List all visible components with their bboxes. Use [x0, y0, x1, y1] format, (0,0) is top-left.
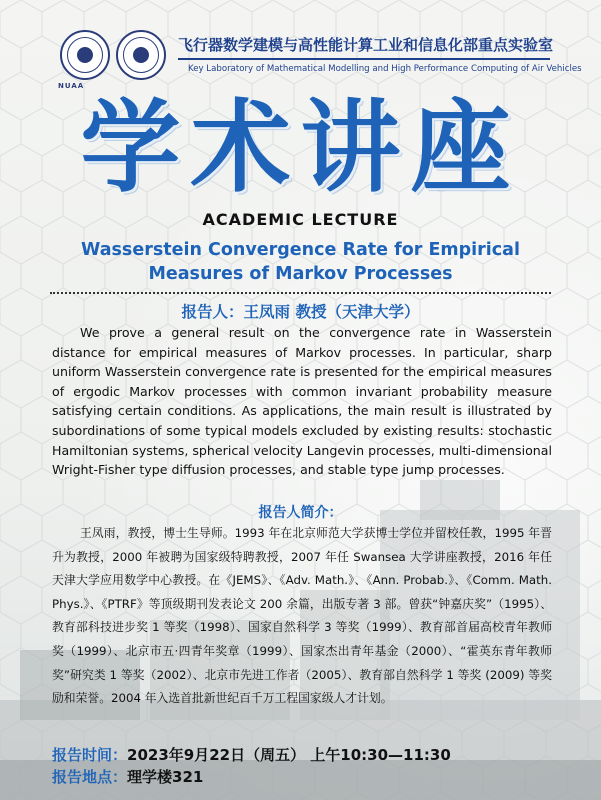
place-value: 理学楼321: [127, 768, 204, 786]
place-label: 报告地点：: [52, 768, 128, 786]
lab-divider: [178, 58, 550, 60]
abstract-text: We prove a general result on the convergence rate in Wasserstein distance for empirical measures of Markov processes. In particular, sharp uniform Wasserstein convergence rate is presented for the empirical measures of ergodic Markov processes with common invariant probability measure satisfying certain conditions. As applications, the main result is illustrated by subordinations of some typical models excluded by existing results: stochastic Hamiltonian systems, spherical velocity Langevin processes, multi-dimensional Wright-Fisher type diffusion processes, and stable type jump processes.: [52, 325, 552, 478]
time-value: 2023年9月22日（周五） 上午10:30—11:30: [127, 746, 451, 764]
lab-seal-icon: [116, 30, 166, 80]
time-info: [52, 744, 451, 765]
talk-title: Wasserstein Convergence Rate for Empirical Measures of Markov Processes: [81, 240, 520, 284]
nuaa-logo-icon: [60, 30, 110, 80]
time-label: 报告时间：: [52, 746, 128, 764]
page-subtitle: ACADEMIC LECTURE: [202, 210, 399, 229]
lab-name-cn: 飞行器数学建模与高性能计算工业和信息化部重点实验室: [178, 36, 554, 54]
page-title: 学术讲座: [80, 89, 521, 206]
bio-heading: 报告人简介：: [258, 505, 343, 521]
place-info: [52, 766, 203, 787]
lab-name-en: Key Laboratory of Mathematical Modelling and High Performance Computing of Air Vehicles: [188, 64, 582, 74]
speaker-line: 报告人：王凤雨 教授（天津大学）: [181, 303, 420, 321]
dotted-divider: [50, 292, 551, 294]
lab-header: [20, 30, 580, 90]
bio-text: 王凤雨，教授，博士生导师。1993 年在北京师范大学获博士学位并留校任教，1995 年晋升为教授，2000 年被聘为国家级特聘教授，2007 年任 Swansea 大学讲座教授，2016 年任天津大学应用数学中心教授。在《JEMS》、《Adv. Math.》、《Ann. Probab.》、《Comm. Math. Phys.》、《PTRF》等顶级期刊发表论文 200 余篇，出版专著 3 部。曾获“钟嘉庆奖”（1995）、教育部科技进步奖 1 等奖（1998）、国家自然科学 3 等奖（1999）、教育部首届高校青年教师奖（1999）、北京市五·四青年奖章（1999）、国家杰出青年基金（2000）、“霍英东青年教师奖”研究类 1 等奖（2002）、北京市先进工作者（2005）、教育部自然科学 1 等奖 (2009) 等奖励和荣誉。2004 年入选首批新世纪百千万工程国家级人才计划。: [52, 526, 552, 706]
nuaa-logo-text: NUAA: [58, 82, 85, 90]
